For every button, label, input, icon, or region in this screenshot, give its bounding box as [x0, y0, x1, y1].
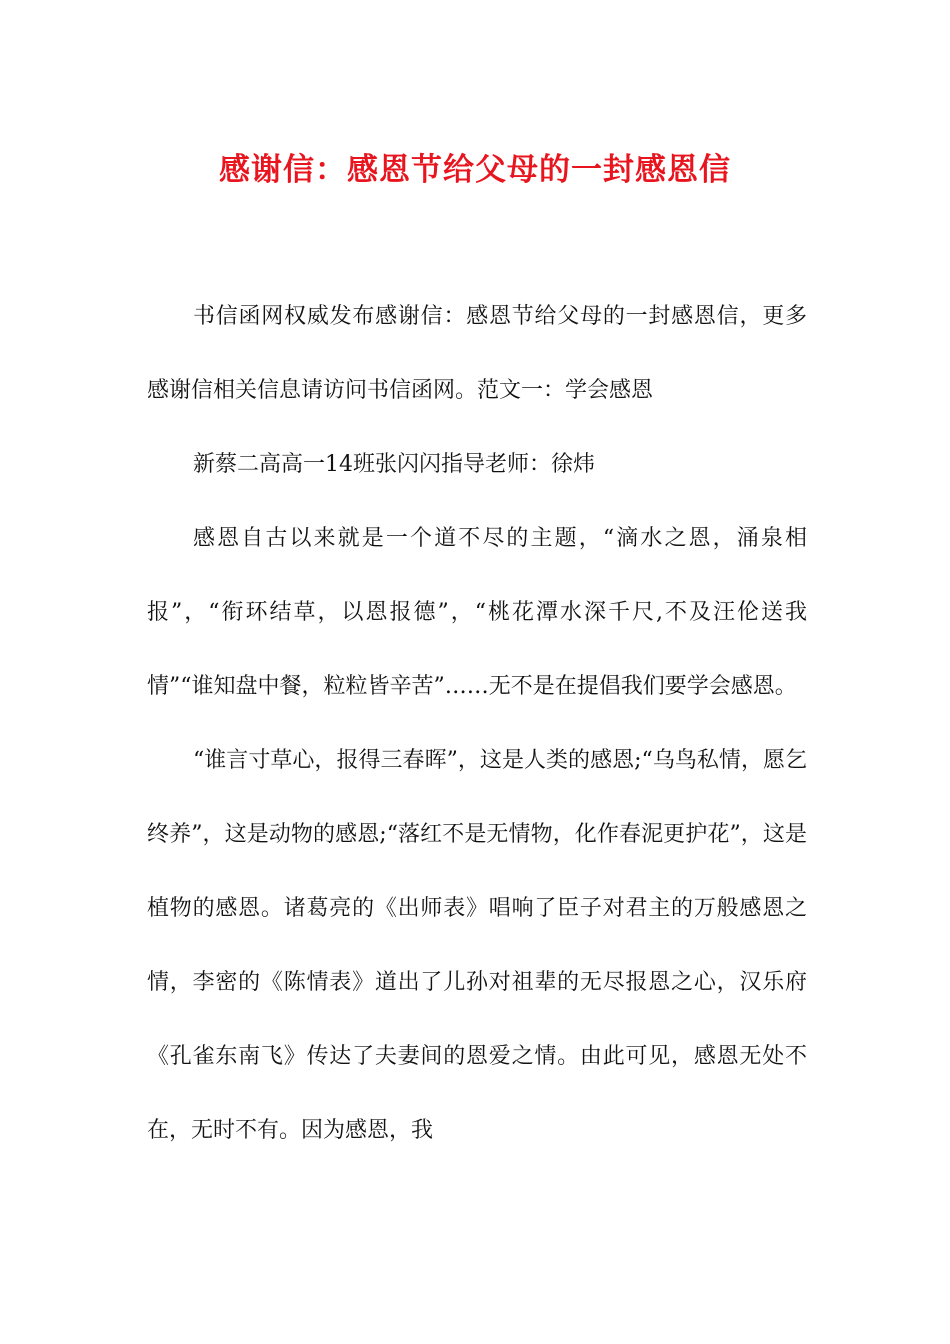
paragraph-gratitude-examples: “谁言寸草心，报得三春晖”，这是人类的感恩;“乌鸟私情，愿乞终养”，这是动物的感恩;“落红不是无情物，化作春泥更护花”，这是植物的感恩。诸葛亮的《出师表》唱响了臣子对君主的万般感恩之情，李密的《陈情表》道出了儿孙对祖辈的无尽报恩之心，汉乐府《孔雀东南飞》传达了夫妻间的恩爱之情。由此可见，感恩无处不在，无时不有。因为感恩，我 — [147, 748, 807, 1143]
document-body — [147, 280, 807, 1168]
paragraph-intro: 书信函网权威发布感谢信：感恩节给父母的一封感恩信，更多感谢信相关信息请访问书信函网。范文一：学会感恩 — [147, 304, 807, 403]
paragraph-gratitude-theme: 感恩自古以来就是一个道不尽的主题，“滴水之恩，涌泉相报”，“衔环结草，以恩报德”，“桃花潭水深千尺,不及汪伦送我情”“谁知盘中餐，粒粒皆辛苦”……无不是在提倡我们要学会感恩。 — [147, 526, 807, 699]
paragraph-author: 新蔡二高高一14班张闪闪指导老师：徐炜 — [193, 452, 595, 477]
document-title: 感谢信：感恩节给父母的一封感恩信 — [219, 152, 731, 188]
